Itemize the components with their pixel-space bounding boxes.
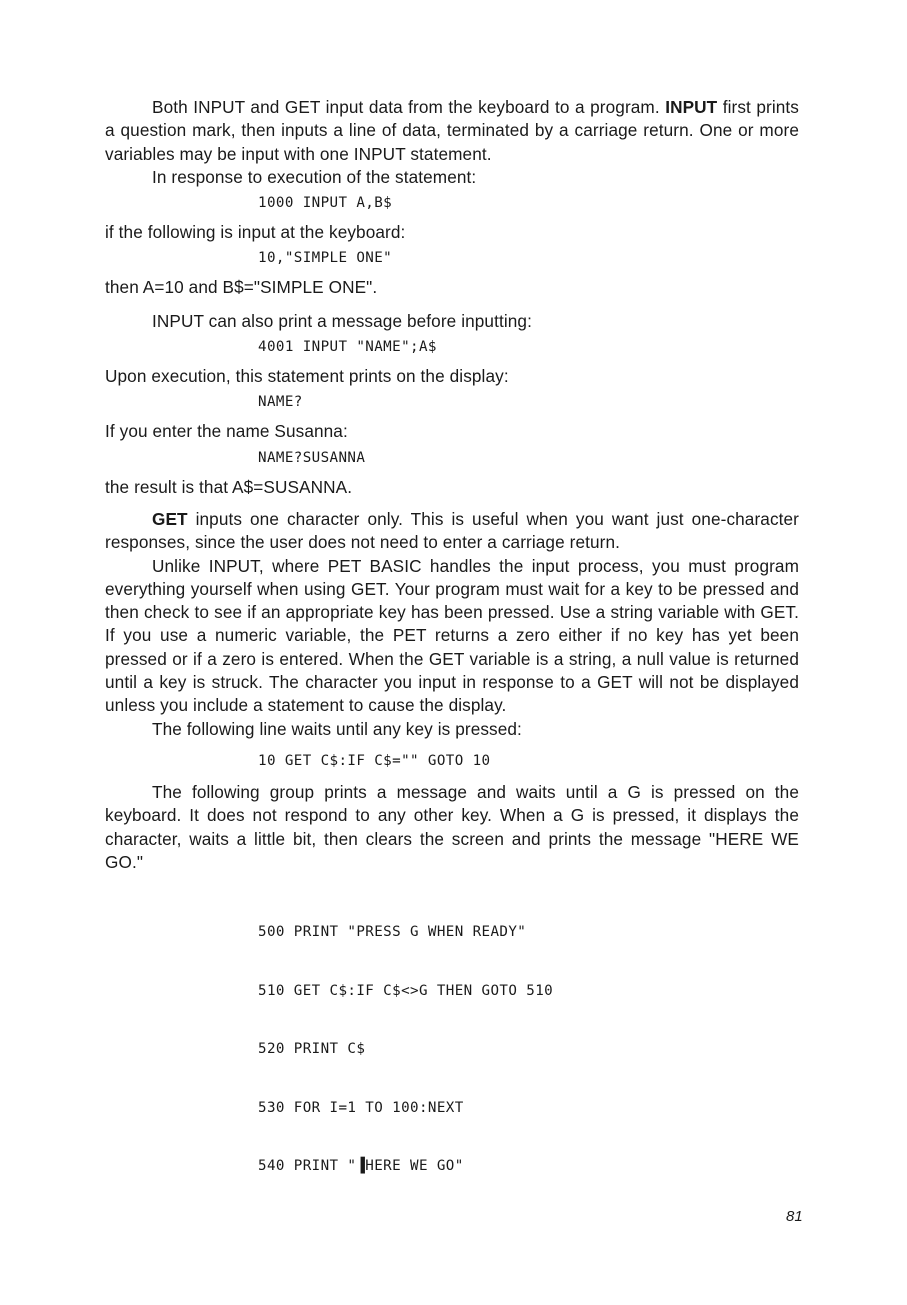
page-number: 81 bbox=[786, 1208, 803, 1225]
paragraph-keyboard-input: if the following is input at the keyboard: bbox=[105, 222, 406, 243]
code-input-statement: 1000 INPUT A,B$ bbox=[258, 195, 393, 212]
code-input-with-message: 4001 INPUT "NAME";A$ bbox=[258, 339, 437, 356]
code-line: 540 PRINT "▐HERE WE GO" bbox=[258, 1158, 464, 1175]
paragraph-input-get-intro: Both INPUT and GET input data from the keyboard to a program. INPUT first prints a question mark, then inputs a line of data, terminated by a carriage return. One or more variables may be input with one INPUT statement. bbox=[105, 97, 799, 164]
code-line: 500 PRINT "PRESS G WHEN READY" bbox=[258, 924, 527, 941]
paragraph-statement-intro: In response to execution of the statement: bbox=[152, 166, 477, 187]
code-line: 510 GET C$:IF C$<>G THEN GOTO 510 bbox=[258, 982, 554, 999]
paragraph-wait-any-key: The following line waits until any key is pressed: bbox=[152, 718, 522, 739]
code-keyboard-input: 10,"SIMPLE ONE" bbox=[258, 250, 393, 267]
code-wait-any-key: 10 GET C$:IF C$="" GOTO 10 bbox=[258, 752, 491, 769]
code-name-prompt: NAME? bbox=[258, 394, 303, 411]
paragraph-enter-name: If you enter the name Susanna: bbox=[105, 421, 348, 442]
term-input: INPUT bbox=[665, 97, 718, 117]
paragraph-result-values: then A=10 and B$="SIMPLE ONE". bbox=[105, 277, 378, 298]
code-name-entry: NAME?SUSANNA bbox=[258, 449, 366, 466]
paragraph-input-message: INPUT can also print a message before inputting: bbox=[152, 310, 532, 331]
paragraph-get-details: Unlike INPUT, where PET BASIC handles the input process, you must program everything yourself when using GET. Your program must wait for a key to be pressed and then check to see if an appropriate key has been pressed. Use a string variable with GET. If you use a numeric variable, the PET returns a zero either if no key has yet been pressed or if a zero is entered. When the GET variable is a string, a null value is returned until a key is struck. The character you input in response to a GET will not be displayed unless you include a statement to cause the display. bbox=[105, 555, 799, 716]
paragraph-result-name: the result is that A$=SUSANNA. bbox=[105, 476, 353, 497]
term-get: GET bbox=[152, 508, 188, 529]
paragraph-upon-execution: Upon execution, this statement prints on the display: bbox=[105, 366, 509, 387]
page-content bbox=[105, 96, 799, 1216]
code-line: 530 FOR I=1 TO 100:NEXT bbox=[258, 1099, 464, 1116]
paragraph-wait-for-g: The following group prints a message and waits until a G is pressed on the keyboard. It does not respond to any other key. When a G is pressed, it displays the character, waits a little bit, then clears the screen and prints the message "HERE WE GO." bbox=[105, 781, 799, 872]
code-line: 520 PRINT C$ bbox=[258, 1041, 366, 1058]
paragraph-get-intro: GET inputs one character only. This is useful when you want just one-character responses, since the user does not need to enter a carriage return. bbox=[105, 508, 799, 553]
code-block-press-g bbox=[258, 884, 799, 1216]
